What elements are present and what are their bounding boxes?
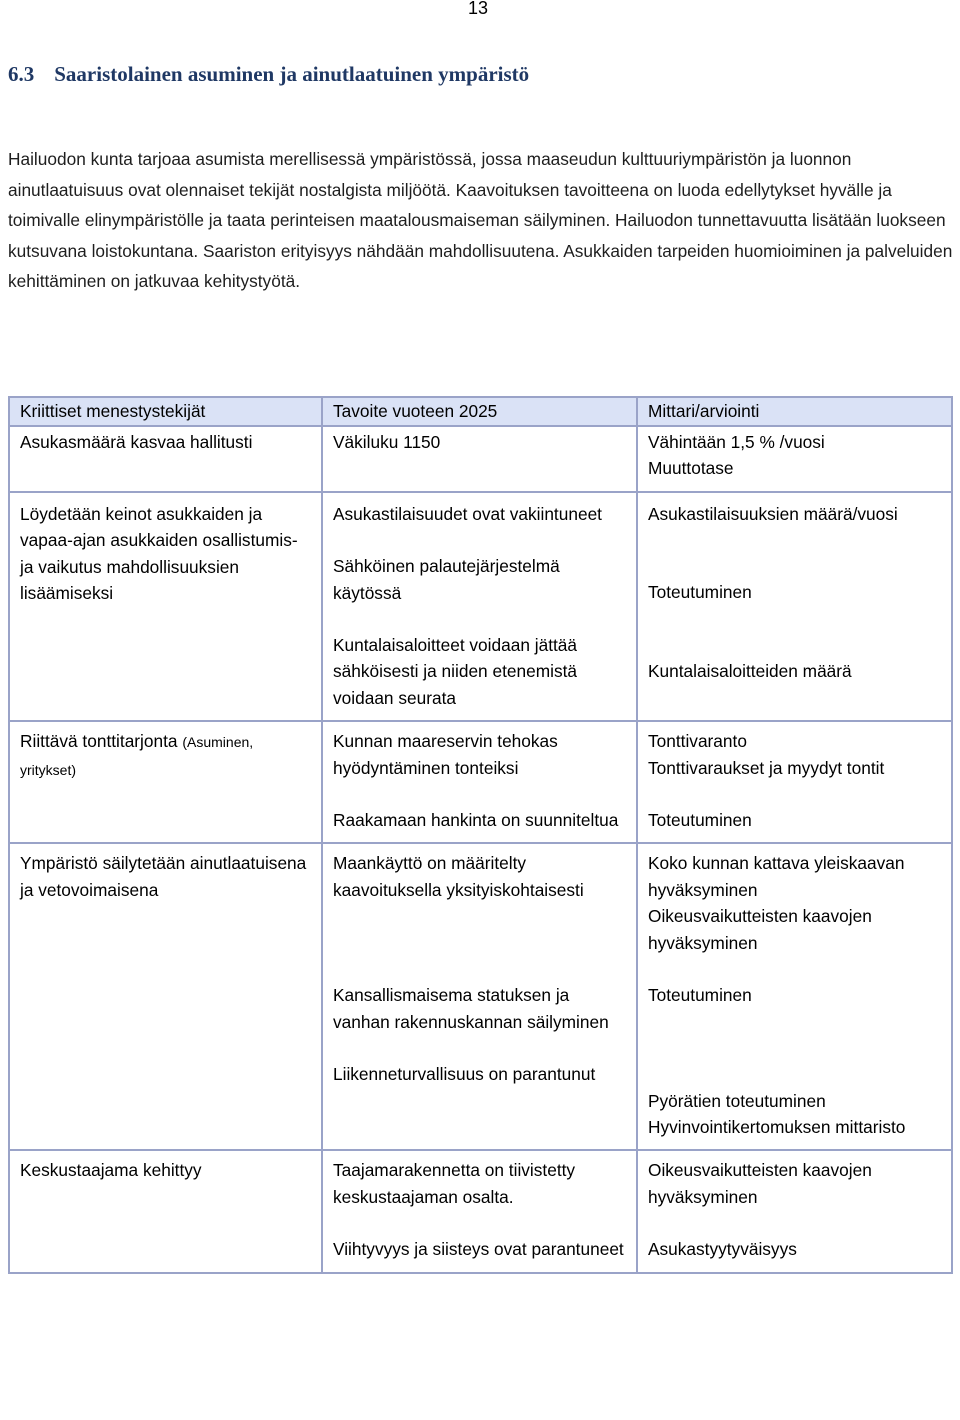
table-row xyxy=(9,492,952,721)
success-factors-table xyxy=(8,396,953,1274)
header-factors: Kriittiset menestystekijät xyxy=(9,397,322,426)
factor-cell: Löydetään keinot asukkaiden ja vapaa-ajan asukkaiden osallistumis- ja vaikutus mahdollisuuksien lisäämiseksi xyxy=(9,492,322,721)
section-number: 6.3 xyxy=(8,62,35,86)
goal-cell: Taajamarakennetta on tiivistetty keskustaajaman osalta. Viihtyvyys ja siisteys ovat parantuneet xyxy=(322,1150,637,1272)
factor-cell: Keskustaajama kehittyy xyxy=(9,1150,322,1272)
metric-cell: Asukastilaisuuksien määrä/vuosi Toteutuminen Kuntalaisaloitteiden määrä xyxy=(637,492,952,721)
factor-cell: Riittävä tonttitarjonta (Asuminen, yritykset) xyxy=(9,721,322,843)
page-number: 13 xyxy=(468,0,489,18)
goal-cell: Väkiluku 1150 xyxy=(322,426,637,492)
header-metric: Mittari/arviointi xyxy=(637,397,952,426)
metric-cell: Tonttivaranto Tonttivaraukset ja myydyt tontit Toteutuminen xyxy=(637,721,952,843)
factor-cell: Ympäristö säilytetään ainutlaatuisena ja vetovoimaisena xyxy=(9,843,322,1150)
intro-paragraph xyxy=(8,144,953,297)
table-row xyxy=(9,721,952,843)
goal-cell: Asukastilaisuudet ovat vakiintuneet Sähköinen palautejärjestelmä käytössä Kuntalaisaloitteet voidaan jättää sähköisesti ja niiden etenemistä voidaan seurata xyxy=(322,492,637,721)
goal-cell: Kunnan maareservin tehokas hyödyntäminen tonteiksi Raakamaan hankinta on suunniteltua xyxy=(322,721,637,843)
table-row xyxy=(9,1150,952,1272)
header-goal: Tavoite vuoteen 2025 xyxy=(322,397,637,426)
factor-note: (Asuminen, yritykset) xyxy=(20,734,254,778)
intro-text: Hailuodon kunta tarjoaa asumista merellisessä ympäristössä, jossa maaseudun kulttuuriympäristön ja luonnon ainutlaatuisuus ovat olennaiset tekijät nostalgista miljöötä. Kaavoituksen tavoitteena on luoda edellytykset hyvälle ja toimivalle elinympäristölle ja taata perinteisen maatalousmaiseman säilyminen. Hailuodon tunnettavuutta lisätään luokseen kutsuvana loistokuntana. Saariston erityisyys nähdään mahdollisuutena. Asukkaiden tarpeiden huomioiminen ja palveluiden kehittäminen on jatkuvaa kehitystyötä. xyxy=(8,149,953,291)
table-row xyxy=(9,843,952,1150)
section-title-text: Saaristolainen asuminen ja ainutlaatuinen ympäristö xyxy=(54,62,530,86)
factor-cell: Asukasmäärä kasvaa hallitusti xyxy=(9,426,322,492)
section-title xyxy=(8,62,529,87)
metric-cell: Vähintään 1,5 % /vuosi Muuttotase xyxy=(637,426,952,492)
table-row xyxy=(9,426,952,492)
metric-cell: Koko kunnan kattava yleiskaavan hyväksyminen Oikeusvaikutteisten kaavojen hyväksyminen Toteutuminen Pyörätien toteutuminen Hyvinvointikertomuksen mittaristo xyxy=(637,843,952,1150)
metric-cell: Oikeusvaikutteisten kaavojen hyväksyminen Asukastyytyväisyys xyxy=(637,1150,952,1272)
table-header-row xyxy=(9,397,952,426)
goal-cell: Maankäyttö on määritelty kaavoituksella yksityiskohtaisesti Kansallismaisema statuksen ja vanhan rakennuskannan säilyminen Liikenneturvallisuus on parantunut xyxy=(322,843,637,1150)
